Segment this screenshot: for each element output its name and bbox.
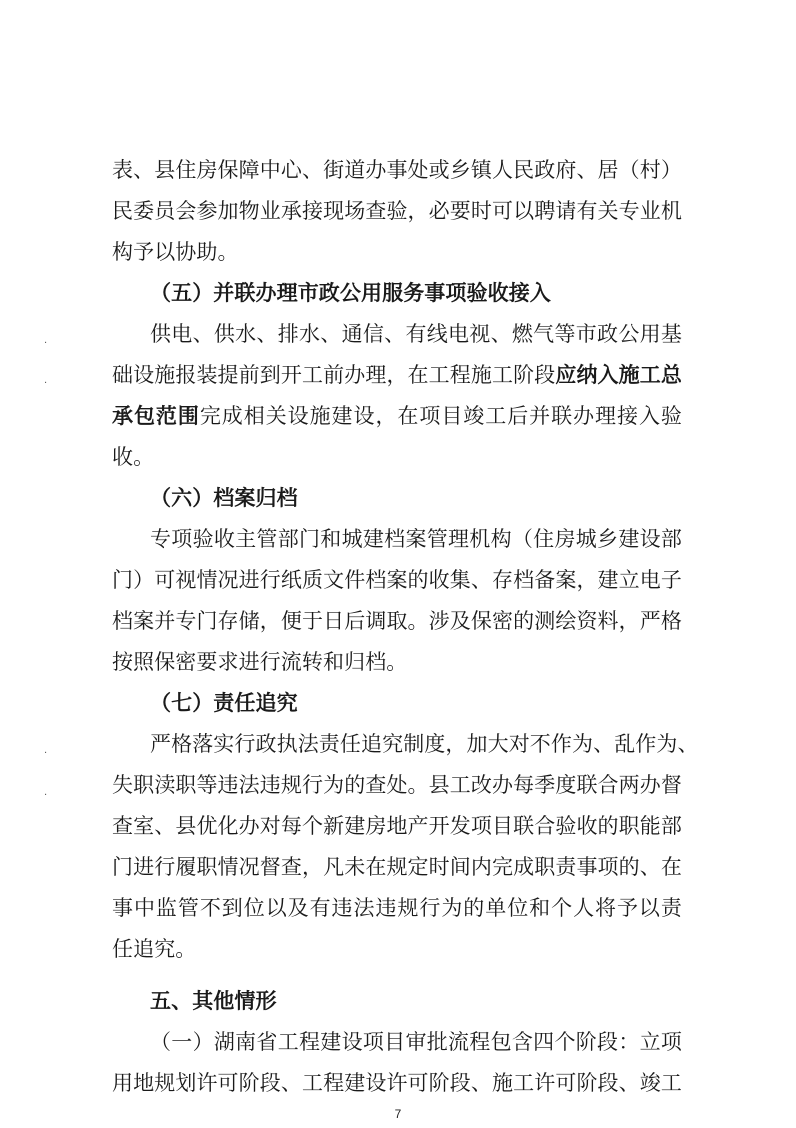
paragraph-line: （一）湖南省工程建设项目审批流程包含四个阶段：立项 [150,1030,682,1054]
margin-mark: · [44,378,48,389]
paragraph-line: 事中监管不到位以及有违法违规行为的单位和个人将予以责 [112,896,682,920]
emphasis-text: 应纳入施工总 [555,362,682,387]
paragraph-line: 失职渎职等违法违规行为的查处。县工改办每季度联合两办督 [112,773,682,797]
paragraph-line: 构予以协助。 [112,240,239,264]
emphasis-text: 承包范围 [112,403,200,428]
paragraph-line: 民委员会参加物业承接现场查验，必要时可以聘请有关专业机 [112,199,682,223]
paragraph-line: 表、县住房保障中心、街道办事处或乡镇人民政府、居（村） [112,158,682,182]
paragraph-line [112,361,682,389]
paragraph-line [112,402,682,430]
section-heading: （五）并联办理市政公用服务事项验收接入 [150,280,551,305]
section-title: 五、其他情形 [150,988,277,1013]
section-heading: （七）责任追究 [150,690,298,715]
paragraph-line: 门）可视情况进行纸质文件档案的收集、存档备案，建立电子 [112,568,682,592]
margin-mark: · [44,790,48,801]
margin-mark: · [44,338,48,349]
paragraph-line: 收。 [112,445,155,469]
text-span: 础设施报装提前到开工前办理，在工程施工阶段 [112,363,556,387]
paragraph-line: 任追究。 [112,937,197,961]
paragraph-line: 档案并专门存储，便于日后调取。涉及保密的测绘资料，严格 [112,609,682,633]
paragraph-line: 专项验收主管部门和城建档案管理机构（住房城乡建设部 [150,527,682,551]
section-heading: （六）档案归档 [150,485,298,510]
paragraph-line: 查室、县优化办对每个新建房地产开发项目联合验收的职能部 [112,814,682,838]
paragraph-line: 用地规划许可阶段、工程建设许可阶段、施工许可阶段、竣工 [112,1071,682,1095]
paragraph-line: 严格落实行政执法责任追究制度，加大对不作为、乱作为、 [150,732,699,756]
paragraph-line: 按照保密要求进行流转和归档。 [112,650,408,674]
paragraph-line: 供电、供水、排水、通信、有线电视、燃气等市政公用基 [150,322,682,346]
margin-mark: · [44,748,48,759]
paragraph-line: 门进行履职情况督查，凡未在规定时间内完成职责事项的、在 [112,855,682,879]
text-span: 完成相关设施建设，在项目竣工后并联办理接入验 [199,404,682,428]
page-number: 7 [394,1107,402,1121]
